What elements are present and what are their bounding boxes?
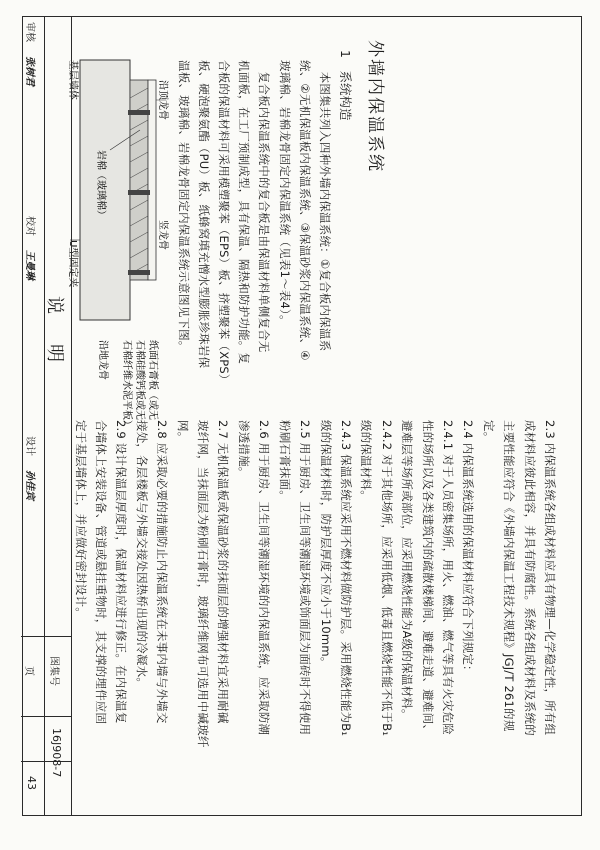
- track-label: 沿顶龙骨: [157, 80, 168, 120]
- text-line: 2.4.3 保温系统应采用不燃材料做防护层。采用燃烧性能为B₁: [338, 420, 353, 737]
- text-line: 主要性能应符合《外墙内保温工程技术规程》JGJ/T 261的规: [502, 420, 517, 732]
- text-line: 避难层等场所或部位，应采用燃烧性能为A级的保温材料。: [400, 420, 415, 721]
- text-line: 成材料应彼此相容，并具有防腐性。系统各组成材料及系统的: [522, 420, 537, 736]
- text-line: 级的保温材料时，防护层厚度不应小于10mm。: [318, 420, 333, 669]
- atlas-no-label: 图集号: [48, 656, 59, 686]
- right-column-body: [70, 420, 560, 748]
- gypsum-board-label: 纸面石膏板（或无: [147, 340, 158, 420]
- title-block: [22, 16, 72, 816]
- checker-signature: 王曼琳: [24, 250, 35, 280]
- floor-track-label: 沿地龙骨: [97, 340, 108, 380]
- u-bracket-label: U型固定夹: [67, 240, 78, 288]
- text-line: 2.4.2 对于其他场所，应采用低烟、低毒且燃烧性能不低于B₁: [379, 420, 394, 737]
- text-line: 复合板内保温系统中的复合板是由保温材料单侧复合无: [257, 60, 272, 353]
- text-line: 2.5 用于厨房、卫生间等潮湿环境或饰面层为面砖时不得使用: [298, 420, 313, 736]
- vertical-stud: [128, 110, 150, 115]
- text-line: 本图集共列入四种外墙内保温系统：①复合板内保温系: [318, 60, 332, 352]
- text-line: 级的保温材料。: [359, 420, 374, 502]
- text-line: 温板、玻璃棉、岩棉龙骨固定内保温系统示意图见下图。: [176, 60, 191, 353]
- text-line: 玻纤网，当抹面层为粉刷石膏时，玻璃纤维网布可选用中碱玻纤: [196, 420, 211, 748]
- designer-signature: 孙佳宾: [24, 470, 35, 500]
- text-line: 网。: [175, 420, 190, 444]
- text-line: 板、硬泡聚氨酯（PU）板、纸蜂窝填充憎水型膨胀珍珠岩保: [196, 60, 211, 369]
- text-line: 接处，各层楼板与外墙交接处因热桥出现的冷凝水。: [134, 420, 149, 690]
- design-label: 设计: [24, 436, 35, 456]
- vertical-stud-label: 竖龙骨: [157, 220, 168, 250]
- atlas-no: 16J908-7: [50, 728, 63, 778]
- vertical-stud: [128, 190, 150, 195]
- text-line: 统、②无机保温板内保温系统、③保温砂浆内保温系统、④: [297, 60, 312, 361]
- text-line: 粉刷石膏抹面。: [277, 420, 292, 502]
- text-line: 定。: [481, 420, 496, 444]
- check-label: 校对: [24, 216, 35, 236]
- base-wall-label: 基层墙体: [67, 60, 78, 100]
- text-line: 玻璃棉、岩棉龙骨固定内保温系统（见表1～表4）。: [277, 60, 292, 327]
- vertical-stud: [128, 270, 150, 275]
- text-line: 渗透措施。: [236, 420, 251, 479]
- section-1-body: [173, 60, 335, 386]
- text-line: 2.3 内保温系统各组成材料应具有物理—化学稳定性，所有组: [543, 420, 557, 736]
- page-title: 外墙内保温系统: [365, 40, 385, 173]
- text-line: 2.6 用于厨房、卫生间等潮湿环境的内保温系统，应采取防潮: [257, 420, 272, 736]
- sheet-title: 说 明: [44, 296, 65, 368]
- text-line: 性的场所以及各类建筑内的疏散楼梯间、避难走道、避难间、: [420, 420, 435, 736]
- review-label: 审核: [24, 22, 35, 42]
- wall-insulation-diagram: [65, 40, 170, 450]
- text-line: 定于基层墙体上，并应做好密封设计。: [73, 420, 88, 619]
- text-line: 2.4.1 对于人员密集场所，用火、燃油、燃气等具有火灾危险: [440, 420, 455, 735]
- text-line: 2.7 无机保温板或保温砂浆的抹面层的增强材料宜采用耐碱: [216, 420, 231, 724]
- gypsum-board-label-3: 石棉纤维水泥平板）: [121, 340, 132, 430]
- text-line: 合墙体上安装设备、管道或悬挂重物时，其支撑的埋件应固: [94, 420, 109, 725]
- text-line: 2.4 内保温系统选用的保温材料应符合下列规定：: [461, 420, 476, 677]
- gypsum-board-label-2: 石棉硅酸钙板或无: [134, 340, 145, 420]
- rock-wool-label: 岩棉（玻璃棉）: [95, 150, 106, 220]
- text-line: 合板的保温材料可采用模塑聚苯（EPS）板、挤塑聚苯（XPS）: [216, 60, 231, 386]
- page-label: 页: [23, 666, 34, 676]
- section-1-heading: 1 系统构造: [338, 50, 353, 121]
- text-line: 2.8 应采取必要的措施防止内保温系统在未事内墙与外墙交: [155, 420, 170, 724]
- text-line: 机面板，在工厂预制成型，具有保温、隔热和防护功能。复: [237, 60, 252, 365]
- reviewer-signature: 张树君: [24, 56, 35, 86]
- page-number: 43: [25, 776, 38, 790]
- text-line: 2.9 设计保温层厚度时，保温材料应进行修正。在内保温复: [114, 420, 129, 724]
